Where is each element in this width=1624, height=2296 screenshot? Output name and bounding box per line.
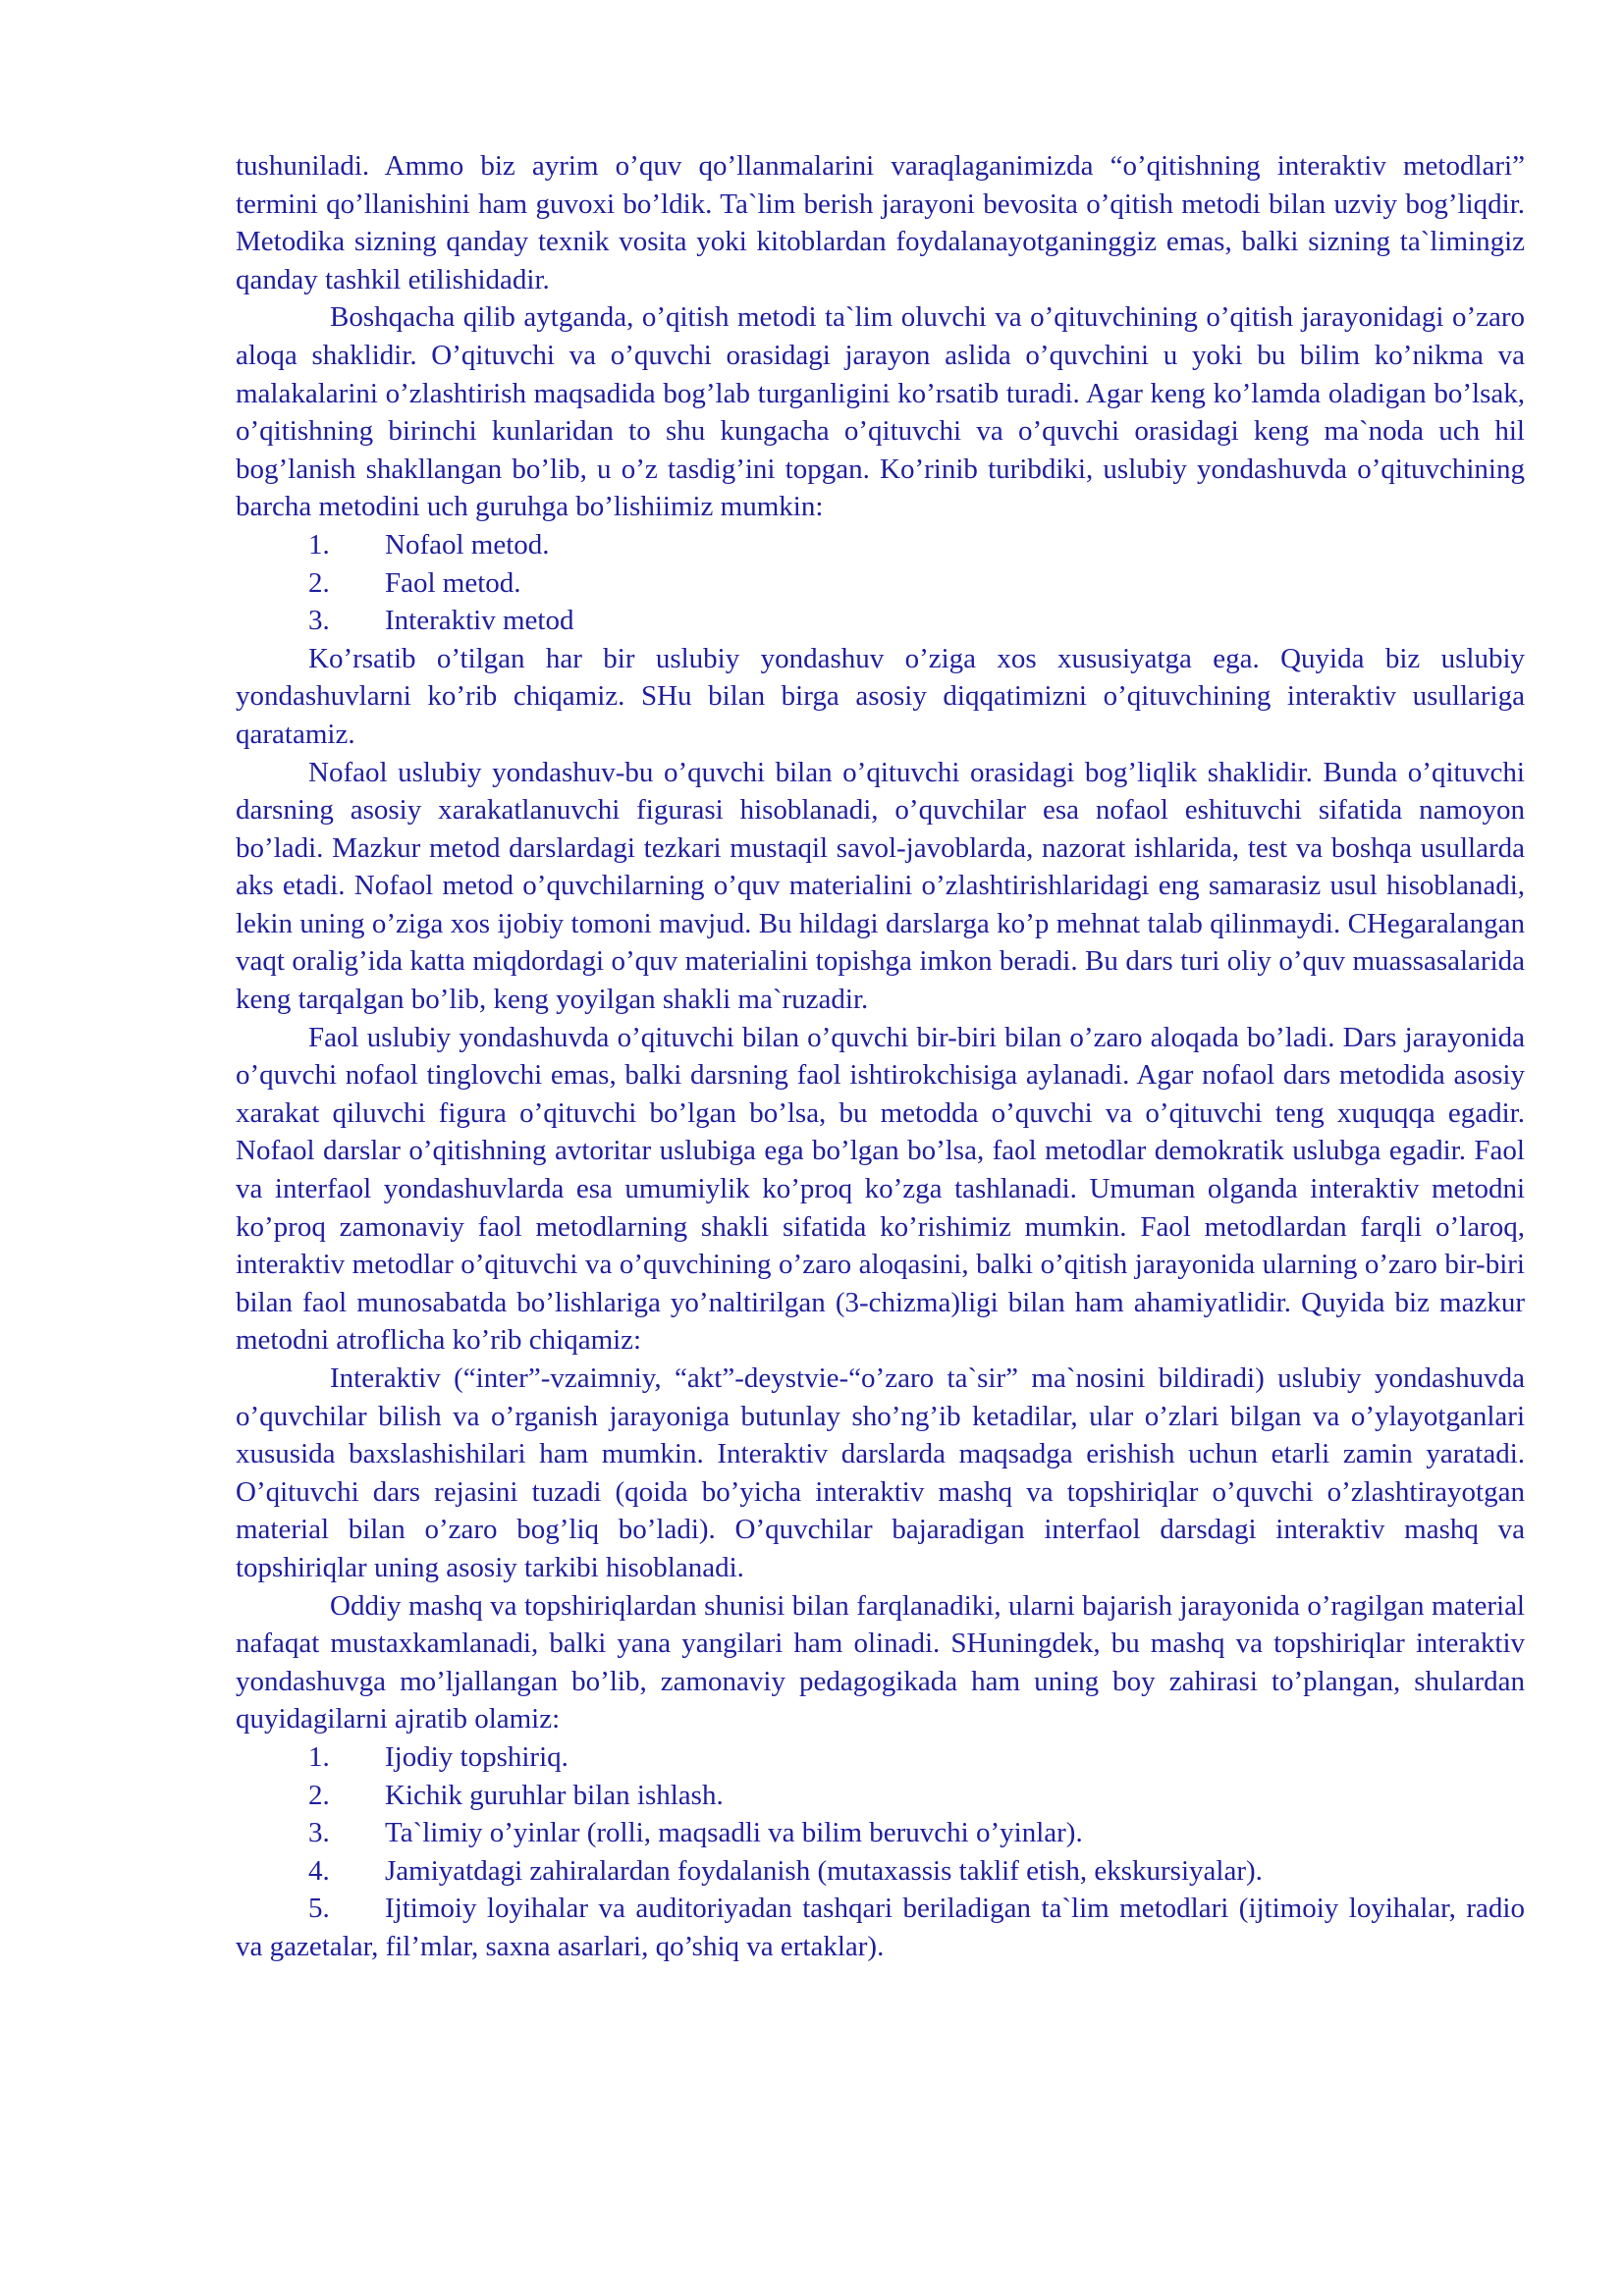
list-item-text: Faol metod. [385,566,521,599]
list-number: 3. [308,605,330,637]
list-item-text: Nofaol metod. [385,528,550,561]
methods-list [236,526,1525,640]
paragraph-1: tushuniladi. Ammo biz ayrim o’quv qo’llanmalarini varaqlaganimizda “o’qitishning interaktiv metodlari” termini qo’llanishini ham guvoxi bo’ldik. Ta`lim berish jarayoni bevosita o’qitish metodi bilan uzviy bog’liqdir. Metodika sizning qanday texnik vosita yoki kitoblardan foydalanayotganinggiz emas, balki sizning ta`limingiz qanday tashkil etilishidadir. [236,150,1525,295]
list-number: 5. [308,1893,330,1925]
document-page [236,147,1525,1966]
list-number: 1. [308,1740,330,1773]
list-item [236,564,1525,603]
paragraph-3: Ko’rsatib o’tilgan har bir uslubiy yondashuv o’ziga xos xususiyatga ega. Quyida biz uslubiy yondashuvlarni ko’rib chiqamiz. SHu bilan birga asosiy diqqatimizni o’qituvchining interaktiv usullariga qaratamiz. [236,642,1525,750]
list-item-text: Ijodiy topshiriq. [385,1740,568,1773]
list-item-text: Ijtimoiy loyihalar va auditoriyadan tashqari beriladigan ta`lim metodlari (ijtimoiy loyihalar, radio va gazetalar, fil’mlar, saxna asarlari, qo’shiq va ertaklar). [236,1893,1525,1962]
list-item-text: Jamiyatdagi zahiralardan foydalanish (mutaxassis taklif etish, ekskursiyalar). [385,1854,1263,1887]
paragraph-6: Interaktiv (“inter”-vzaimniy, “akt”-deystvie-“o’zaro ta`sir” ma`nosini bildiradi) uslubiy yondashuvda o’quvchilar bilish va o’rganish jarayoniga butunlay sho’ng’ib ketadilar, ular o’zlari bilgan va o’ylayotganlari xususida baxslashishilari ham mumkin. Interaktiv darslarda maqsadga erishish uchun etarli zamin yaratadi. O’qituvchi dars rejasini tuzadi (qoida bo’yicha interaktiv mashq va topshiriqlar o’quvchi o’zlashtirayotgan material bilan o’zaro bog’liq bo’ladi). O’quvchilar bajaradigan interfaol darsdagi interaktiv mashq va topshiriqlar uning asosiy tarkibi hisoblanadi. [236,1362,1525,1583]
paragraph-5: Faol uslubiy yondashuvda o’qituvchi bilan o’quvchi bir-biri bilan o’zaro aloqada bo’ladi. Dars jarayonida o’quvchi nofaol tinglovchi emas, balki darsning faol ishtirokchisiga aylanadi. Agar nofaol dars metodida asosiy xarakat qiluvchi figura o’qituvchi bo’lgan bo’lsa, bu metodda o’quvchi va o’qituvchi teng xuquqqa egadir. Nofaol darslar o’qitishning avtoritar uslubiga ega bo’lgan bo’lsa, faol metodlar demokratik uslubga egadir. Faol va interfaol yondashuvlarda esa umumiylik ko’proq ko’zga tashlanadi. Umuman olganda interaktiv metodni ko’proq zamonaviy faol metodlarning shakli sifatida ko’rishimiz mumkin. Faol metodlardan farqli o’laroq, interaktiv metodlar o’qituvchi va o’quvchining o’zaro aloqasini, balki o’qitish jarayonida ularning o’zaro bir-biri bilan faol munosabatda bo’lishlariga yo’naltirilgan (3-chizma)ligi bilan ham ahamiyatlidir. Quyida biz mazkur metodni atroflicha ko’rib chiqamiz: [236,1021,1525,1357]
list-item [236,1890,1525,1965]
list-number: 3. [308,1817,330,1849]
list-item-text: Interaktiv metod [385,605,574,637]
list-number: 1. [308,528,330,561]
list-item [236,1777,1525,1815]
list-item [236,1738,1525,1777]
list-item [236,1814,1525,1852]
list-item-text: Kichik guruhlar bilan ishlash. [385,1779,724,1811]
paragraph-4: Nofaol uslubiy yondashuv-bu o’quvchi bilan o’qituvchi orasidagi bog’liqlik shaklidir. Bunda o’qituvchi darsning asosiy xarakatlanuvchi figurasi hisoblanadi, o’quvchilar esa nofaol eshituvchi sifatida namoyon bo’ladi. Mazkur metod darslardagi tezkari mustaqil savol-javoblarda, nazorat ishlarida, test va boshqa usullarda aks etadi. Nofaol metod o’quvchilarning o’quv materialini o’zlashtirishlaridagi eng samarasiz usul hisoblanadi, lekin uning o’ziga xos ijobiy tomoni mavjud. Bu hildagi darslarga ko’p mehnat talab qilinmaydi. CHegaralangan vaqt oralig’ida katta miqdordagi o’quv materialini topishga imkon beradi. Bu dars turi oliy o’quv muassasalarida keng tarqalgan bo’lib, keng yoyilgan shakli ma`ruzadir. [236,756,1525,1016]
list-number: 2. [308,566,330,599]
exercises-list [236,1738,1525,1966]
list-number: 4. [308,1854,330,1887]
list-item [236,526,1525,564]
paragraph-7: Oddiy mashq va topshiriqlardan shunisi bilan farqlanadiki, ularni bajarish jarayonida o’ragilgan material nafaqat mustaxkamlanadi, balki yana yangilari ham olinadi. SHuningdek, bu mashq va topshiriqlar interaktiv yondashuvga mo’ljallangan bo’lib, zamonaviy pedagogikada ham uning boy zahirasi to’plangan, shulardan quyidagilarni ajratib olamiz: [236,1589,1525,1735]
list-number: 2. [308,1779,330,1811]
list-item [236,602,1525,640]
list-item [236,1852,1525,1891]
paragraph-2: Boshqacha qilib aytganda, o’qitish metodi ta`lim oluvchi va o’qituvchining o’qitish jarayonidagi o’zaro aloqa shaklidir. O’qituvchi va o’quvchi orasidagi jarayon aslida o’quvchini u yoki bu bilim ko’nikma va malakalarini o’zlashtirish maqsadida bog’lab turganligini ko’rsatib turadi. Agar keng ko’lamda oladigan bo’lsak, o’qitishning birinchi kunlaridan to shu kungacha o’qituvchi va o’quvchi orasidagi keng ma`noda uch hil bog’lanish shakllangan bo’lib, u o’z tasdig’ini topgan. Ko’rinib turibdiki, uslubiy yondashuvda o’qituvchining barcha metodini uch guruhga bo’lishiimiz mumkin: [236,301,1525,523]
list-item-text: Ta`limiy o’yinlar (rolli, maqsadli va bilim beruvchi o’yinlar). [385,1817,1083,1849]
